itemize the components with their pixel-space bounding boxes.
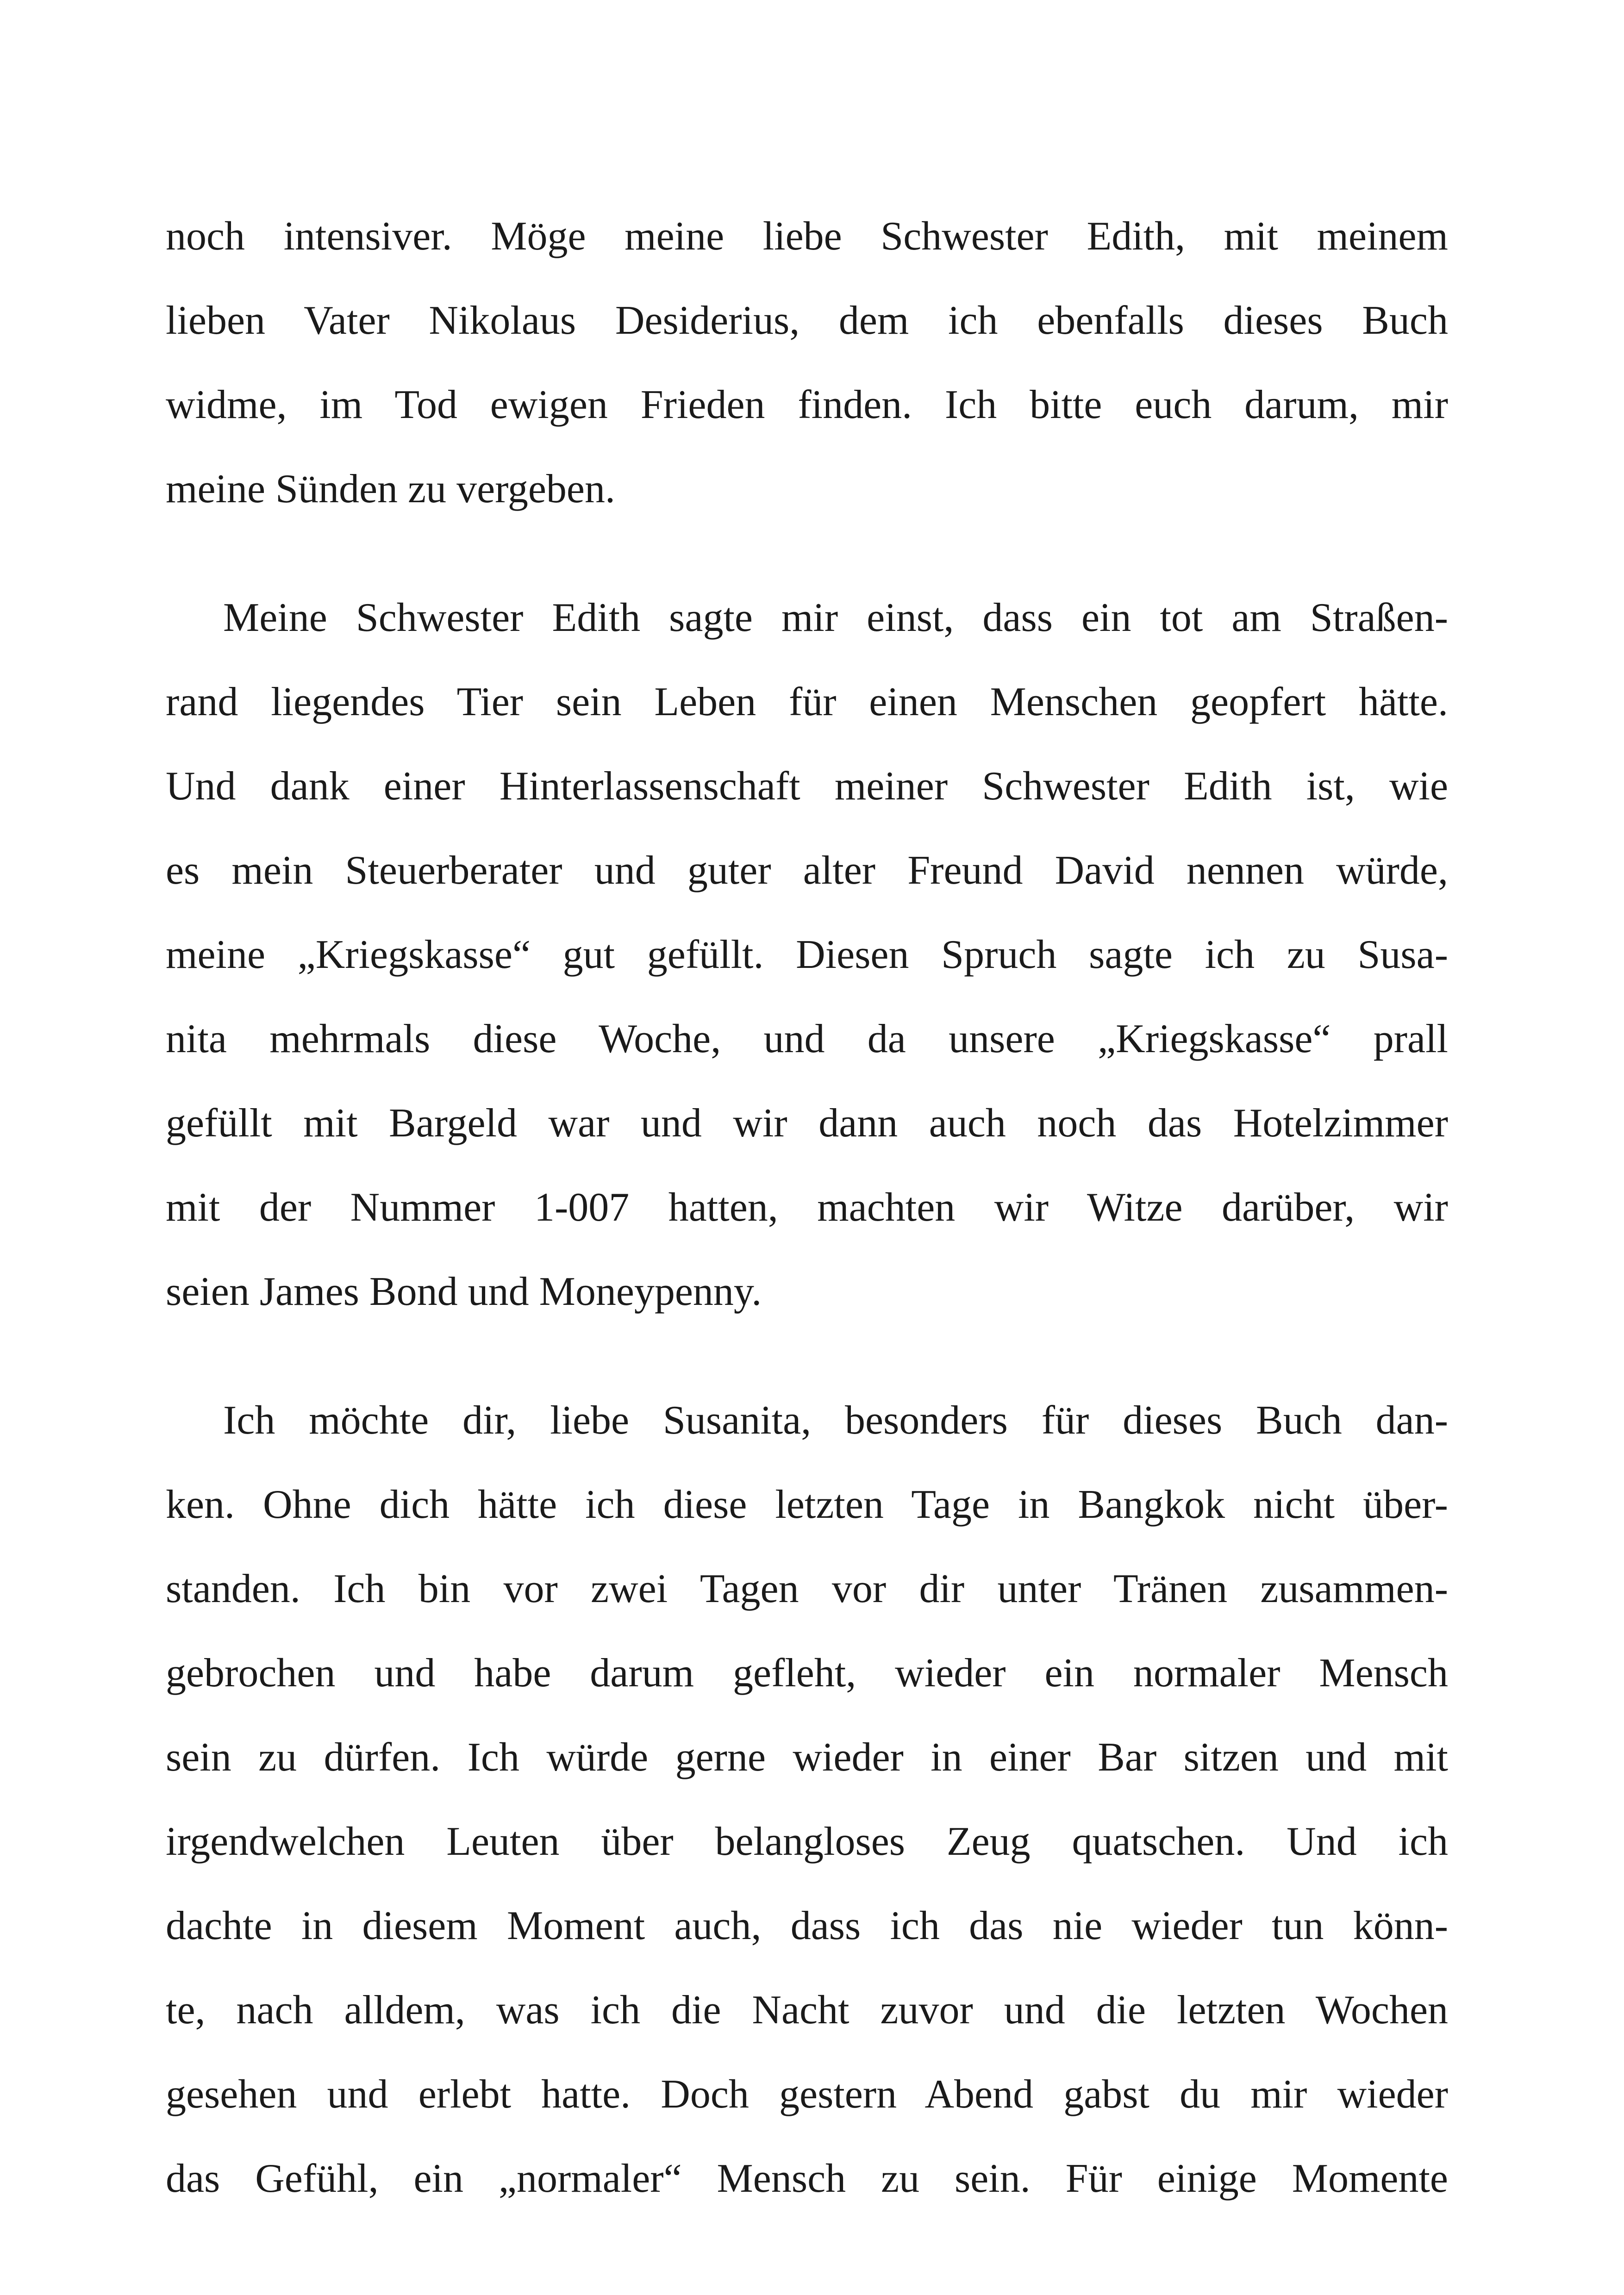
text-line: nita mehrmals diese Woche, und da unsere „Kriegskasse“ prall	[166, 1017, 1448, 1061]
text-line: lieben Vater Nikolaus Desiderius, dem ich ebenfalls dieses Buch	[166, 298, 1448, 343]
text-line: meine Sünden zu vergeben.	[166, 467, 615, 511]
text-line: ken. Ohne dich hätte ich diese letzten Tage in Bangkok nicht über-	[166, 1482, 1448, 1527]
paragraph-1	[166, 194, 1448, 531]
text-line: te, nach alldem, was ich die Nacht zuvor und die letzten Wochen	[166, 1988, 1448, 2033]
paragraph-3	[166, 1378, 1448, 2221]
text-line: irgendwelchen Leuten über belangloses Zeug quatschen. Und ich	[166, 1819, 1448, 1864]
paragraph-2	[166, 576, 1448, 1334]
text-line: das Gefühl, ein „normaler“ Mensch zu sein. Für einige Momente	[166, 2156, 1448, 2201]
text-line: gesehen und erlebt hatte. Doch gestern Abend gabst du mir wieder	[166, 2072, 1448, 2117]
text-line: seien James Bond und Moneypenny.	[166, 1269, 762, 1314]
text-line: Meine Schwester Edith sagte mir einst, dass ein tot am Straßen-	[223, 595, 1448, 640]
text-line: dachte in diesem Moment auch, dass ich das nie wieder tun könn-	[166, 1903, 1448, 1948]
text-line: noch intensiver. Möge meine liebe Schwester Edith, mit meinem	[166, 214, 1448, 259]
text-line: sein zu dürfen. Ich würde gerne wieder in einer Bar sitzen und mit	[166, 1735, 1448, 1780]
text-line: gebrochen und habe darum gefleht, wieder ein normaler Mensch	[166, 1651, 1448, 1696]
body-text	[166, 194, 1448, 2221]
text-line: mit der Nummer 1-007 hatten, machten wir Witze darüber, wir	[166, 1185, 1448, 1230]
text-line: rand liegendes Tier sein Leben für einen Menschen geopfert hätte.	[166, 680, 1448, 724]
text-line: Und dank einer Hinterlassenschaft meiner Schwester Edith ist, wie	[166, 764, 1448, 809]
text-line: Ich möchte dir, liebe Susanita, besonders für dieses Buch dan-	[223, 1398, 1448, 1443]
text-line: gefüllt mit Bargeld war und wir dann auch noch das Hotelzimmer	[166, 1101, 1448, 1146]
text-line: widme, im Tod ewigen Frieden finden. Ich bitte euch darum, mir	[166, 382, 1448, 427]
text-line: es mein Steuerberater und guter alter Freund David nennen würde,	[166, 848, 1448, 893]
text-line: standen. Ich bin vor zwei Tagen vor dir unter Tränen zusammen-	[166, 1566, 1448, 1611]
text-line: meine „Kriegskasse“ gut gefüllt. Diesen Spruch sagte ich zu Susa-	[166, 932, 1448, 977]
